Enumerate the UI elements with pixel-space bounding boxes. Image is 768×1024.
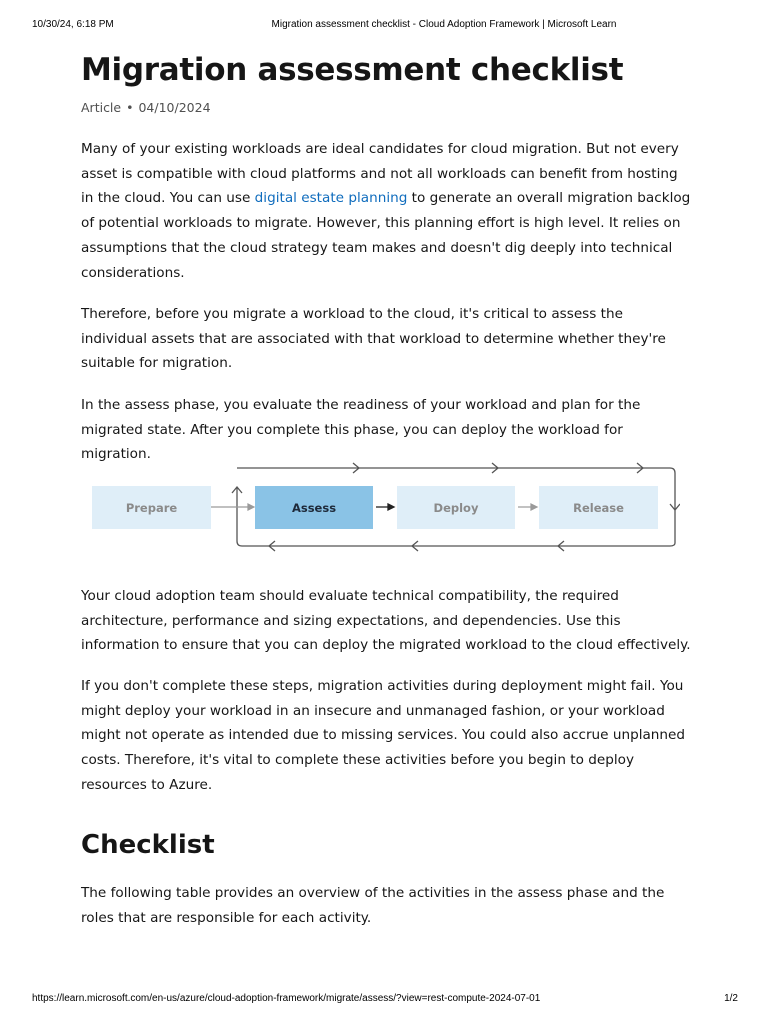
intro-text-before: Many of your existing workloads are ideal candidates for cloud migration. But not every asset is compatible with cloud platforms and not all workloads can benefit from hosting in the cloud. You can use	[81, 141, 679, 207]
digital-estate-planning-link[interactable]: digital estate planning	[254, 190, 408, 207]
phase-release: Release	[539, 486, 658, 529]
connector-arrowhead-1	[248, 504, 254, 510]
migration-phase-diagram	[80, 458, 680, 558]
article-date: 04/10/2024	[138, 100, 211, 115]
connector-arrowhead-2	[388, 504, 394, 510]
print-page-number: 1/2	[724, 993, 738, 1004]
print-page-title: Migration assessment checklist - Cloud Adoption Framework | Microsoft Learn	[271, 19, 617, 30]
assessment-paragraph: Therefore, before you migrate a workload to the cloud, it's critical to assess the individual assets that are associated with that workload to determine whether they're suitable for migration.	[81, 306, 666, 372]
phase-deploy: Deploy	[397, 486, 515, 529]
phase-assess: Assess	[255, 486, 373, 529]
print-datetime: 10/30/24, 6:18 PM	[32, 19, 114, 30]
checklist-heading: Checklist	[81, 830, 215, 860]
article-type: Article	[81, 100, 122, 115]
connector-arrowhead-3	[531, 504, 537, 510]
print-footer	[0, 993, 768, 1007]
table-intro-paragraph: The following table provides an overview of the activities in the assess phase and the roles that are responsible for each activity.	[81, 885, 665, 926]
page-title: Migration assessment checklist	[81, 52, 624, 88]
evaluation-paragraph: Your cloud adoption team should evaluate technical compatibility, the required architecture, performance and sizing expectations, and dependencies. Use this information to ensure that you can deploy the migrated workload to the cloud effectively.	[81, 588, 691, 654]
intro-paragraph	[81, 137, 691, 285]
risk-paragraph: If you don't complete these steps, migration activities during deployment might fail. You might deploy your workload in an insecure and unmanaged fashion, or your workload might not operate as intended due to missing services. You could also accrue unplanned costs. Therefore, it's vital to complete these activities before you begin to deploy resources to Azure.	[81, 678, 686, 793]
article-meta	[81, 100, 211, 115]
print-header	[0, 19, 768, 33]
assess-phase-paragraph: In the assess phase, you evaluate the readiness of your workload and plan for the migrated state. After you complete this phase, you can deploy the workload for migration.	[81, 397, 641, 463]
intro-text-after: to generate an overall migration backlog of potential workloads to migrate. However, this planning effort is high level. It relies on assumptions that the cloud strategy team makes and doesn't dig deeply into technical considerations.	[81, 190, 691, 281]
print-url: https://learn.microsoft.com/en-us/azure/cloud-adoption-framework/migrate/assess/?view=rest-compute-2024-07-01	[32, 993, 541, 1004]
phase-prepare: Prepare	[92, 486, 211, 529]
meta-separator: •	[126, 100, 134, 115]
